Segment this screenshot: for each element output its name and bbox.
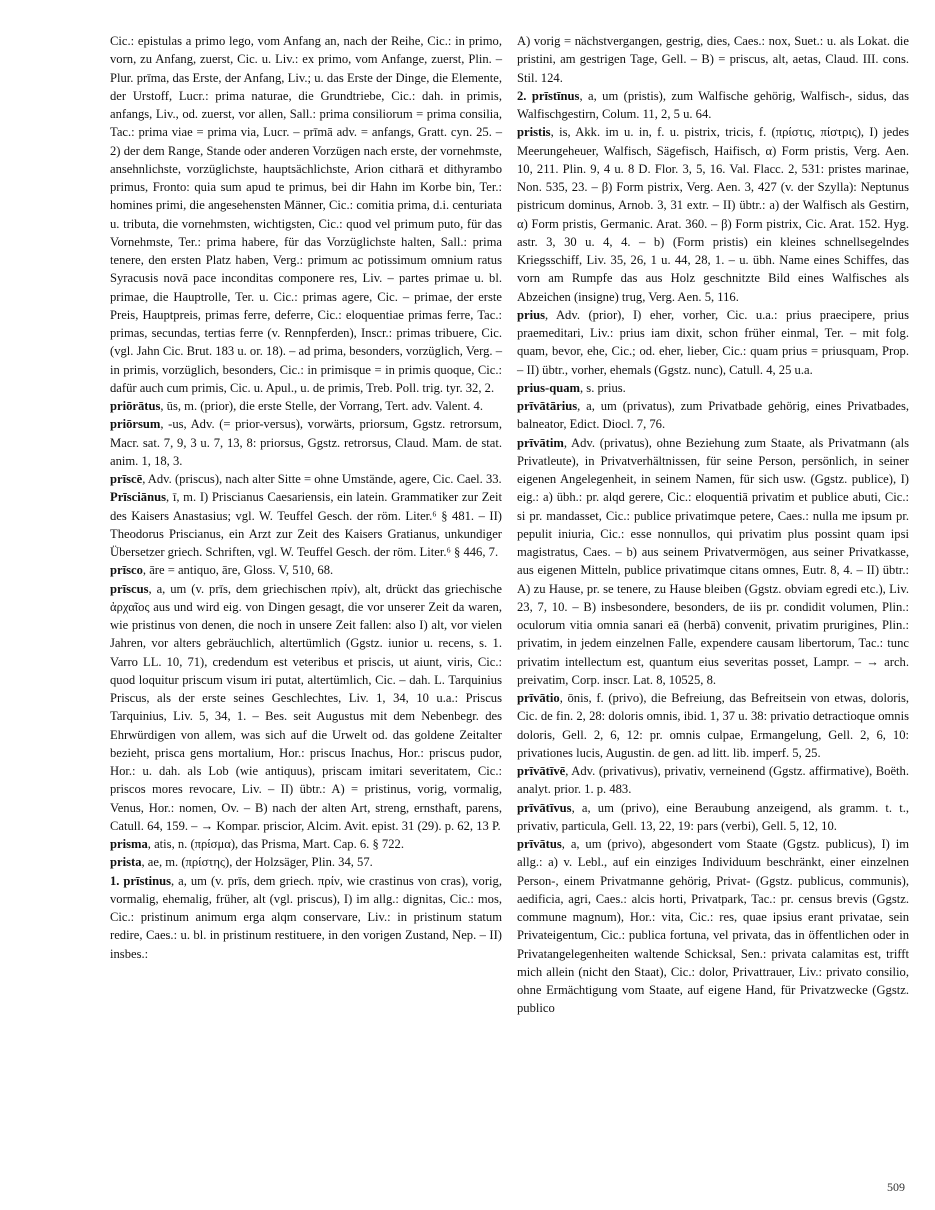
entry-privativus: [517, 799, 909, 836]
entry-continuation: [517, 32, 909, 87]
entry-text: , a, um (pristis), zum Walfische gehörig, Walfisch-, sidus, das Walfischgestirn, Colum. 11, 2, 5 u. 64.: [517, 88, 909, 121]
entry-privative: [517, 762, 909, 799]
entry-text: , ī, m. I) Priscianus Caesariensis, ein latein. Grammatiker zur Zeit des Kaisers Anastasius; vgl. W. Teuffel Gesch. der röm. Liter.⁶ § 481. – II) Theodorus Priscianus, ein Arzt zur Zeit des Kaisers Gratianus, unkundiger Übersetzer griech. Schriften, vgl. W. Teuffel Gesch. der röm. Liter.⁶ § 446, 7.: [110, 490, 502, 559]
entry-pristinus-1: [110, 872, 502, 963]
entry-text: , -us, Adv. (= prior-versus), vorwärts, priorsum, Ggstz. retrorsum, Macr. sat. 7, 9, 3 u. 7, 13, 8: priorsus, Ggstz. retrorsus, Claud. Mam. de stat. anim. 1, 18, 3.: [110, 417, 502, 468]
entry-text: Cic.: epistulas a primo lego, vom Anfang an, nach der Reihe, Cic.: in primo, vorn, zu Anfang, zuerst, Cic. u. Liv.: ex primo, vom Anfange, zuerst, Plin. – Plur. prīma, das Erste, der Anfang, Liv.; u. das Erste der Dinge, die Elemente, der Urstoff, Lucr.: prima naturae, die Grundtriebe, Cic.: dah. in primis, anfangs, Liv., od. zuerst, vor allen, Sall.: prima consiliorum = prima consilia, Tac.: prima viae = prima via, Lucr. – prīmā adv. = anfangs, Gratt. cyn. 25. – 2) der dem Range, Stande oder anderen Vorzügen nach erste, der vornehmste, ansehnlichste, vorzüglichste, hauptsächlichste, Arion citharā et dithyrambo primus, Fronto: quia sum apud te primus, bei dir Hahn im Korbe bin, Ter.: homines primi, die angesehensten Männer, Cic.: comitia prima, d.i. centuriata u. tributa, die vornehmsten, wichtigsten, Cic.: quod vel primum puto, für das Vornehmste, Ter.: prima habere, für das Vorzüglichste halten, Sall.: prima tenere, den ersten Platz haben, Verg.: primum ac potissimum omnium ratus Syracusis novā pace inconditas componere res, Liv. – partes primae u. bl. primae, die Hauptrolle, Ter. u. Cic.: primas agere, Cic. – primae, der erste Preis, Hauptpreis, primas ferre, deferre, Cic.: eloquentiae primas ferre, Tac.: primas, secundas, tertias ferre (v. Rennpferden), Inscr.: primas tribuere, Cic. (vgl. Jahn Cic. Brut. 183 u. or. 18). – ad prima, besonders, vorzüglich, Verg. – in primis, vorzüglich, besonders, Cic.: in primisque = in primis quoque, Cic.: dafür auch cum primis, Cic. u. Apul., u. de primis, Treb. Poll. trig. tyr. 32, 2.: [110, 34, 502, 395]
entry-headword: prius: [517, 307, 545, 322]
entry-prisma: [110, 835, 502, 853]
entry-text: , ōnis, f. (privo), die Befreiung, das Befreitsein von etwas, doloris, Cic. de fin. 2, 28: doloris omnis, ibid. 1, 37 u. 38: privatio detractioque omnis doloris, Gell. 2, 6, 12: pr. omnis culpae, Ermangelung, Gell. 2, 6, 10: privationes lucis, Augustin. de gen. ad litt. lib. imperf. 5, 25.: [517, 691, 909, 760]
entry-text: , a, um (v. prīs, dem griechischen πρίν), alt, drückt das griechische ἀρχαῖος aus und wird eig. von Dingen gesagt, die vor unserer Zeit da waren, wie pristinus von denen, die noch in unsere Zeit fallen: also I) alt, vor vielen Jahren, vor alters gebräuchlich, altertümlich (Ggstz. iunior u. recens, s. 1. Varro LL. 10, 71), credendum est veteribus et priscis, ut aiunt, viris, Cic.: quod loquitur priscum visum iri putat, altertümlich, Cic. – dah. L. Tarquinius Priscus, als der erste seines Geschlechtes, Liv. 1, 34, 10 u.a.: Priscus Tarquinius, Liv. 5, 34, 1. – Bes. seit Augustus mit dem Nebenbegr. des Ehrwürdigen von allem, was sich auf die Urwelt od. das goldene Zeitalter bezieht, prisca gens mortalium, Hor.: priscus Inachus, Hor.: priscus pudor, Hor.: u. dah. als Lob (wie antiquus), priscam imitari severitatem, Cic.: priscos mores revocare, Liv. – II) übtr.: A) = pristinus, vorig, vormalig, Venus, Hor.: nomen, Ov. – B) nach der alten Art, streng, ernsthaft, parens, Catull. 64, 159. – → Kompar. priscior, Alcim. Avit. epist. 31 (29). p. 62, 13 P.: [110, 581, 502, 833]
entry-text: A) vorig = nächstvergangen, gestrig, dies, Caes.: nox, Suet.: u. als Lokat. die pristini, am gestrigen Tage, Gell. – B) = priscus, alt, aetas, Claud. III. cons. Stil. 124.: [517, 34, 909, 85]
entry-text: , a, um (privatus), zum Privatbade gehörig, eines Privatbades, balneator, Edict. Diocl. 7, 76.: [517, 399, 909, 432]
entry-headword: pristis: [517, 125, 551, 140]
entry-privatim: [517, 434, 909, 690]
entry-headword: prīvātim: [517, 435, 564, 450]
entry-text: , Adv. (privatus), ohne Beziehung zum Staate, als Privatmann (als Privatleute), in Privatverhältnissen, für seine Person, persönlich, in seiner eigenen Angelegenheit, in seinem Namen, für sich usw. (Ggstz. publice), I) eig.: a) übh.: pr. alqd gerere, Cic.: eloquentiā privatim et publice abuti, Cic.: si pr. mandasset, Cic.: publice privatimque petere, Caes.: nulla me ipsum pr. pepulit iniuria, Cic.: esse nonnullos, qui privatim plus possint quam ipsi magistratus, Caes. – b) aus seinem Privatvermögen, aus seiner Privatkasse, aus eigenen Mitteln, publice privatimque citans omnes, Eutr. 8, 4. – II) übtr.: A) zu Hause, pr. se tenere, zu Hause bleiben (Ggstz. obviam egredi etc.), Liv. 23, 7, 10. – B) insbesondere, besonders, de iis pr. condidit volumen, Plin.: oculorum vitia omnia sanari eā (herbā) convenit, privatim prurigines, Plin.: privatim, in jedem einzelnen Falle, expendere causam libertorum, Tac.: tunc privatim intellectum est, quantum eius severitas posset, Lampr. – → arch. preivatim, Corp. inscr. Lat. 8, 10525, 8.: [517, 435, 909, 687]
entry-headword: prīvātīvē: [517, 764, 566, 778]
entry-headword: 2. prīstīnus: [517, 88, 580, 103]
entry-headword: Prīsciānus: [110, 490, 166, 505]
entry-headword: prīsco: [110, 563, 143, 578]
entry-pristis: [517, 123, 909, 306]
entry-headword: priōrātus: [110, 399, 161, 413]
entry-headword: 1. prīstinus: [110, 873, 172, 888]
entry-priorsum: [110, 415, 502, 470]
entry-prius: [517, 306, 909, 379]
entry-text: , s. prius.: [580, 380, 626, 395]
entry-priscus: [110, 580, 502, 836]
entry-privatio: [517, 689, 909, 762]
entry-text: , a, um (privo), eine Beraubung anzeigend, als gramm. t. t., privativ, particula, Gell. 13, 22, 19: pars (verbi), Gell. 5, 12, 10.: [517, 800, 909, 833]
entry-text: , is, Akk. im u. in, f. u. pistrix, tricis, f. (πρίστις, πίστρις), I) jedes Meerungeheuer, Walfisch, Sägefisch, Haifisch, α) Form pristis, Verg. Aen. 10, 211. Plin. 9, 4 u. 8 D. Flor. 3, 5, 16. Val. Flacc. 2, 531: pristes marinae, Non. 535, 23. – β) Form pistrix, Verg. Aen. 3, 427 (v. der Szylla): Neptunus pistricum dominus, Arnob. 3, 31 extr. – II) übtr.: a) der Walfisch als Gestirn, α) Form pristis, Germanic. Arat. 360. – β) Form pistrix, Cic. Arat. 152. Hyg. astr. 3, 30 u. 4, 4. – b) (Form pristis) ein kleines schnellsegelndes Kriegsschiff, Liv. 35, 26, 1 u. 44, 28, 1. – u. übh. Name eines Schiffes, das vorn am Rumpfe das aus Holz geschnitzte Bild eines Walfisches als Abzeichen (insigne) trug, Verg. Aen. 5, 116.: [517, 125, 909, 304]
entry-text: , ūs, m. (prior), die erste Stelle, der Vorrang, Tert. adv. Valent. 4.: [160, 399, 484, 413]
entry-privatus: [517, 835, 909, 1018]
entry-text: , a, um (privo), abgesondert vom Staate (Ggstz. publicus), I) im allg.: a) v. Lebl., auf ein einziges Individuum beschränkt, einer einzelnen Person-, einem Privatmanne gehörig, Privat- (Ggstz. publicus, communis), aedificia, agri, Caes.: alcis horti, Privatpark, Tac.: pr. census brevis (Ggstz. commune magnum), Hor.: vita, Cic.: res, quae ipsius erant privatae, sein Privateigentum, Cic.: publica fortuna, vel privata, das in öffentlichen oder in Privatangelegenheiten waltende Schicksal, Sen.: privata calamitas est, trifft mich allein (nicht den Staat), Cic.: dolor, Privattrauer, Liv.: privato consilio, ohne Ermächtigung vom Staate, auf eigene Hand, für Privatzwecke (Ggstz. publico: [517, 837, 909, 1016]
entry-continuation: [110, 32, 502, 397]
entry-headword: prius-quam: [517, 380, 580, 395]
entry-headword: prista: [110, 855, 142, 870]
entry-text: , Adv. (priscus), nach alter Sitte = ohne Umstände, agere, Cic. Cael. 33.: [142, 472, 502, 486]
page-number: 509: [887, 1180, 905, 1194]
entry-privatarius: [517, 397, 909, 434]
entry-prioratus: [110, 397, 502, 415]
entry-headword: prīvātio: [517, 691, 560, 705]
entry-text: , atis, n. (πρίσμα), das Prisma, Mart. Cap. 6. § 722.: [147, 837, 404, 851]
entry-pristinus-2: [517, 87, 909, 124]
entry-prisce: [110, 470, 502, 488]
right-column: [517, 32, 909, 1018]
entry-text: , Adv. (prior), I) eher, vorher, Cic. u.a.: prius praecipere, prius praemeditari, Liv.: prius iam dixit, schon früher einmal, Ter. – mit folg. quam, bevor, ehe, Cic.; od. eher, lieber, Cic.: quam prius = priusquam, Prop. – II) übtr., vorher, ehemals (Ggstz. nunc), Catull. 4, 25 u.a.: [517, 307, 909, 377]
entry-headword: priōrsum: [110, 417, 161, 432]
entry-text: , Adv. (privativus), privativ, verneinend (Ggstz. affirmative), Boëth. analyt. prior. 1. p. 483.: [517, 764, 909, 797]
entry-text: , āre = antiquo, āre, Gloss. V, 510, 68.: [142, 563, 334, 578]
entry-headword: prīvātārius: [517, 399, 578, 413]
entry-priusquam: [517, 379, 909, 397]
entry-priscianus: [110, 488, 502, 561]
entry-prisco: [110, 561, 502, 579]
entry-text: , ae, m. (πρίστης), der Holzsäger, Plin. 34, 57.: [141, 855, 373, 870]
entry-text: , a, um (v. prīs, dem griech. πρίν, wie crastinus von cras), vorig, vormalig, ehemalig, früher, alt (vgl. priscus), I) im allg.: dignitas, Cic.: mos, Cic.: pristinum animum erga alqm conservare, Liv.: in pristinum statum redire, Caes.: u. bl. in pristinum restituere, in den vorigen Zustand, Nep. – II) insbes.:: [110, 873, 502, 961]
entry-headword: prīvātīvus: [517, 800, 572, 815]
entry-headword: prīscē: [110, 472, 143, 486]
entry-headword: prīscus: [110, 581, 149, 596]
entry-headword: prisma: [110, 837, 148, 851]
entry-prista: [110, 853, 502, 871]
left-column: [110, 32, 502, 963]
entry-headword: prīvātus: [517, 837, 562, 851]
